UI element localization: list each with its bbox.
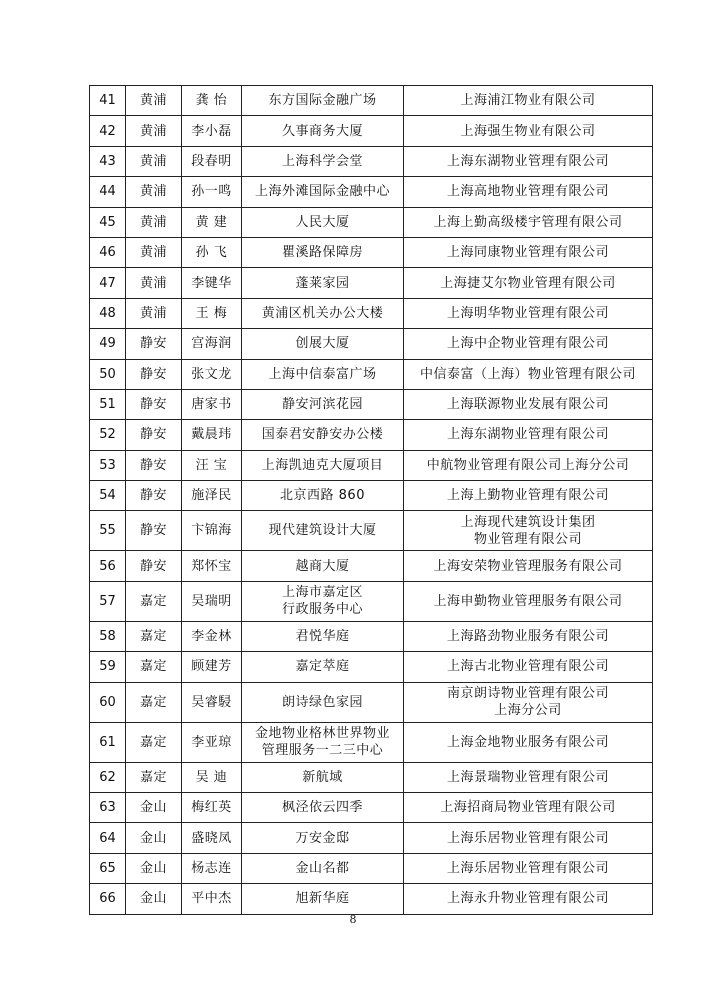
district-cell: 黄浦 <box>126 86 182 116</box>
person-name-cell: 吴 迪 <box>182 762 242 792</box>
project-cell-line: 东方国际金融广场 <box>268 93 377 109</box>
table-row <box>90 268 653 298</box>
district-cell: 嘉定 <box>126 581 182 621</box>
table-row <box>90 884 653 914</box>
company-cell <box>404 682 653 722</box>
project-cell-line: 创展大厦 <box>295 336 350 352</box>
district-cell: 黄浦 <box>126 116 182 146</box>
person-name-cell: 施泽民 <box>182 481 242 511</box>
project-cell-line: 枫泾依云四季 <box>281 800 363 816</box>
district-cell: 金山 <box>126 823 182 853</box>
row-number-cell: 49 <box>90 329 126 359</box>
project-cell <box>242 146 404 176</box>
person-name-cell: 盛晓凤 <box>182 823 242 853</box>
district-cell: 黄浦 <box>126 207 182 237</box>
district-cell: 嘉定 <box>126 722 182 762</box>
company-cell-line: 上海中企物业管理有限公司 <box>446 336 609 352</box>
project-cell <box>242 298 404 328</box>
company-cell-line: 上海联源物业发展有限公司 <box>446 397 609 413</box>
project-cell-line: 上海外滩国际金融中心 <box>254 184 390 200</box>
company-cell <box>404 237 653 267</box>
company-cell-line: 上海捷艾尔物业管理有限公司 <box>440 275 616 291</box>
row-number-cell: 62 <box>90 762 126 792</box>
row-number-cell: 58 <box>90 621 126 651</box>
person-name-cell: 孙 飞 <box>182 237 242 267</box>
company-cell-line: 中航物业管理有限公司上海分公司 <box>426 457 630 473</box>
district-cell: 黄浦 <box>126 268 182 298</box>
person-name-cell: 吴瑞明 <box>182 581 242 621</box>
person-name-cell: 孙一鸣 <box>182 177 242 207</box>
project-cell-line: 蓬莱家园 <box>295 275 350 291</box>
company-cell-line: 上海强生物业有限公司 <box>460 123 596 139</box>
company-cell-line: 上海高地物业管理有限公司 <box>446 184 609 200</box>
project-cell <box>242 207 404 237</box>
row-number-cell: 42 <box>90 116 126 146</box>
person-name-cell: 杨志连 <box>182 853 242 883</box>
project-cell <box>242 389 404 419</box>
table-row <box>90 389 653 419</box>
project-cell <box>242 722 404 762</box>
district-cell: 静安 <box>126 511 182 551</box>
district-cell: 黄浦 <box>126 237 182 267</box>
company-cell <box>404 268 653 298</box>
company-cell <box>404 823 653 853</box>
table-row <box>90 511 653 551</box>
table-row <box>90 682 653 722</box>
table-row <box>90 853 653 883</box>
company-cell <box>404 511 653 551</box>
company-cell-line: 上海永升物业管理有限公司 <box>446 891 609 907</box>
project-cell-line: 人民大厦 <box>295 214 350 230</box>
company-cell <box>404 389 653 419</box>
project-cell <box>242 884 404 914</box>
project-cell-line: 久事商务大厦 <box>281 123 363 139</box>
project-cell-line: 上海科学会堂 <box>281 153 363 169</box>
company-cell <box>404 359 653 389</box>
row-number-cell: 45 <box>90 207 126 237</box>
company-cell <box>404 884 653 914</box>
project-cell <box>242 511 404 551</box>
company-cell <box>404 116 653 146</box>
project-cell-line: 金山名都 <box>295 861 350 876</box>
company-cell-line: 上海上勤高级楼宇管理有限公司 <box>433 214 623 230</box>
project-cell-line: 上海凯迪克大厦项目 <box>261 457 384 473</box>
table-row <box>90 581 653 621</box>
table-row <box>90 177 653 207</box>
project-cell-line: 越商大厦 <box>295 558 350 574</box>
project-cell <box>242 450 404 480</box>
project-cell-line: 国泰君安静安办公楼 <box>261 427 384 443</box>
district-cell: 嘉定 <box>126 682 182 722</box>
project-cell <box>242 823 404 853</box>
person-name-cell: 汪 宝 <box>182 450 242 480</box>
company-cell-line: 上海东湖物业管理有限公司 <box>446 153 609 169</box>
project-cell <box>242 359 404 389</box>
project-cell-line: 管理服务一二三中心 <box>261 743 384 759</box>
district-cell: 嘉定 <box>126 621 182 651</box>
company-cell <box>404 793 653 823</box>
table-row <box>90 481 653 511</box>
row-number-cell: 60 <box>90 682 126 722</box>
row-number-cell: 44 <box>90 177 126 207</box>
company-cell <box>404 581 653 621</box>
table-row <box>90 420 653 450</box>
project-cell-line: 上海市嘉定区 <box>281 585 363 601</box>
row-number-cell: 55 <box>90 511 126 551</box>
company-cell <box>404 86 653 116</box>
company-cell-line: 上海招商局物业管理有限公司 <box>440 800 616 816</box>
project-cell-line: 静安河滨花园 <box>281 397 363 413</box>
person-name-cell: 张文龙 <box>182 359 242 389</box>
district-cell: 静安 <box>126 420 182 450</box>
district-cell: 嘉定 <box>126 762 182 792</box>
person-name-cell: 唐家书 <box>182 389 242 419</box>
company-cell <box>404 298 653 328</box>
table-row <box>90 793 653 823</box>
project-cell-line: 北京西路 860 <box>280 488 365 504</box>
roster-table-body <box>90 86 653 915</box>
company-cell-line: 上海上勤物业管理有限公司 <box>446 488 609 504</box>
table-row <box>90 86 653 116</box>
project-cell-line: 现代建筑设计大厦 <box>268 523 377 539</box>
project-cell <box>242 581 404 621</box>
company-cell-line: 南京朗诗物业管理有限公司 <box>446 686 609 702</box>
company-cell <box>404 722 653 762</box>
row-number-cell: 43 <box>90 146 126 176</box>
district-cell: 金山 <box>126 884 182 914</box>
company-cell-line: 上海东湖物业管理有限公司 <box>446 427 609 443</box>
district-cell: 静安 <box>126 450 182 480</box>
project-cell <box>242 682 404 722</box>
district-cell: 静安 <box>126 551 182 581</box>
project-cell-line: 黄浦区机关办公大楼 <box>261 305 384 321</box>
company-cell-line: 上海现代建筑设计集团 <box>460 514 596 530</box>
company-cell-line: 上海乐居物业管理有限公司 <box>446 861 609 876</box>
table-row <box>90 116 653 146</box>
person-name-cell: 卞锦海 <box>182 511 242 551</box>
project-cell <box>242 268 404 298</box>
company-cell-line: 上海申勤物业管理服务有限公司 <box>433 593 623 609</box>
row-number-cell: 41 <box>90 86 126 116</box>
table-row <box>90 207 653 237</box>
company-cell <box>404 207 653 237</box>
table-row <box>90 652 653 682</box>
company-cell-line: 中信泰富（上海）物业管理有限公司 <box>419 366 636 382</box>
project-cell-line: 瞿溪路保障房 <box>281 245 363 261</box>
row-number-cell: 51 <box>90 389 126 419</box>
company-cell <box>404 146 653 176</box>
project-cell-line: 朗诗绿色家园 <box>281 694 363 710</box>
row-number-cell: 54 <box>90 481 126 511</box>
row-number-cell: 61 <box>90 722 126 762</box>
person-name-cell: 黄 建 <box>182 207 242 237</box>
project-cell <box>242 116 404 146</box>
company-cell <box>404 329 653 359</box>
project-cell-line: 万安金邸 <box>295 830 350 846</box>
district-cell: 金山 <box>126 853 182 883</box>
company-cell <box>404 177 653 207</box>
row-number-cell: 56 <box>90 551 126 581</box>
person-name-cell: 段春明 <box>182 146 242 176</box>
table-row <box>90 621 653 651</box>
company-cell <box>404 652 653 682</box>
table-row <box>90 329 653 359</box>
row-number-cell: 46 <box>90 237 126 267</box>
district-cell: 静安 <box>126 481 182 511</box>
person-name-cell: 宫海润 <box>182 329 242 359</box>
company-cell <box>404 853 653 883</box>
row-number-cell: 66 <box>90 884 126 914</box>
project-cell-line: 上海中信泰富广场 <box>268 366 377 382</box>
person-name-cell: 平中杰 <box>182 884 242 914</box>
person-name-cell: 顾建芳 <box>182 652 242 682</box>
project-cell <box>242 177 404 207</box>
person-name-cell: 龚 怡 <box>182 86 242 116</box>
district-cell: 黄浦 <box>126 177 182 207</box>
company-cell-line: 上海金地物业服务有限公司 <box>446 734 609 750</box>
company-cell-line: 物业管理有限公司 <box>473 531 582 547</box>
company-cell <box>404 762 653 792</box>
project-cell <box>242 621 404 651</box>
person-name-cell: 吴睿駸 <box>182 682 242 722</box>
company-cell-line: 上海浦江物业有限公司 <box>460 93 596 109</box>
district-cell: 嘉定 <box>126 652 182 682</box>
company-cell-line: 上海同康物业管理有限公司 <box>446 245 609 261</box>
person-name-cell: 李小磊 <box>182 116 242 146</box>
project-cell <box>242 237 404 267</box>
person-name-cell: 梅红英 <box>182 793 242 823</box>
row-number-cell: 52 <box>90 420 126 450</box>
project-cell <box>242 652 404 682</box>
row-number-cell: 65 <box>90 853 126 883</box>
row-number-cell: 47 <box>90 268 126 298</box>
table-row <box>90 823 653 853</box>
company-cell-line: 上海路劲物业服务有限公司 <box>446 629 609 645</box>
company-cell <box>404 450 653 480</box>
row-number-cell: 48 <box>90 298 126 328</box>
project-cell-line: 金地物业格林世界物业 <box>254 726 390 742</box>
roster-table <box>89 85 653 915</box>
person-name-cell: 李亚琼 <box>182 722 242 762</box>
district-cell: 静安 <box>126 389 182 419</box>
company-cell <box>404 481 653 511</box>
company-cell-line: 上海乐居物业管理有限公司 <box>446 830 609 846</box>
person-name-cell: 王 梅 <box>182 298 242 328</box>
project-cell <box>242 481 404 511</box>
company-cell <box>404 420 653 450</box>
district-cell: 金山 <box>126 793 182 823</box>
row-number-cell: 57 <box>90 581 126 621</box>
project-cell <box>242 793 404 823</box>
project-cell <box>242 420 404 450</box>
company-cell <box>404 551 653 581</box>
project-cell <box>242 853 404 883</box>
company-cell-line: 上海景瑞物业管理有限公司 <box>446 769 609 785</box>
table-row <box>90 146 653 176</box>
table-row <box>90 450 653 480</box>
table-row <box>90 359 653 389</box>
person-name-cell: 戴晨玮 <box>182 420 242 450</box>
table-row <box>90 298 653 328</box>
project-cell <box>242 329 404 359</box>
company-cell <box>404 621 653 651</box>
row-number-cell: 53 <box>90 450 126 480</box>
project-cell-line: 新航域 <box>302 769 343 785</box>
project-cell <box>242 551 404 581</box>
project-cell-line: 旭新华庭 <box>295 891 350 907</box>
table-row <box>90 551 653 581</box>
person-name-cell: 李金林 <box>182 621 242 651</box>
row-number-cell: 64 <box>90 823 126 853</box>
person-name-cell: 郑怀宝 <box>182 551 242 581</box>
project-cell <box>242 86 404 116</box>
table-row <box>90 722 653 762</box>
project-cell <box>242 762 404 792</box>
company-cell-line: 上海安荣物业管理服务有限公司 <box>433 558 623 574</box>
row-number-cell: 59 <box>90 652 126 682</box>
company-cell-line: 上海古北物业管理有限公司 <box>446 659 609 675</box>
district-cell: 静安 <box>126 329 182 359</box>
page-number: 8 <box>349 913 357 926</box>
project-cell-line: 君悦华庭 <box>295 629 350 645</box>
table-row <box>90 237 653 267</box>
project-cell-line: 嘉定萃庭 <box>295 659 350 675</box>
project-cell-line: 行政服务中心 <box>281 602 363 618</box>
district-cell: 黄浦 <box>126 298 182 328</box>
district-cell: 静安 <box>126 359 182 389</box>
table-row <box>90 762 653 792</box>
person-name-cell: 李键华 <box>182 268 242 298</box>
company-cell-line: 上海分公司 <box>494 703 562 719</box>
district-cell: 黄浦 <box>126 146 182 176</box>
company-cell-line: 上海明华物业管理有限公司 <box>446 305 609 321</box>
row-number-cell: 63 <box>90 793 126 823</box>
row-number-cell: 50 <box>90 359 126 389</box>
